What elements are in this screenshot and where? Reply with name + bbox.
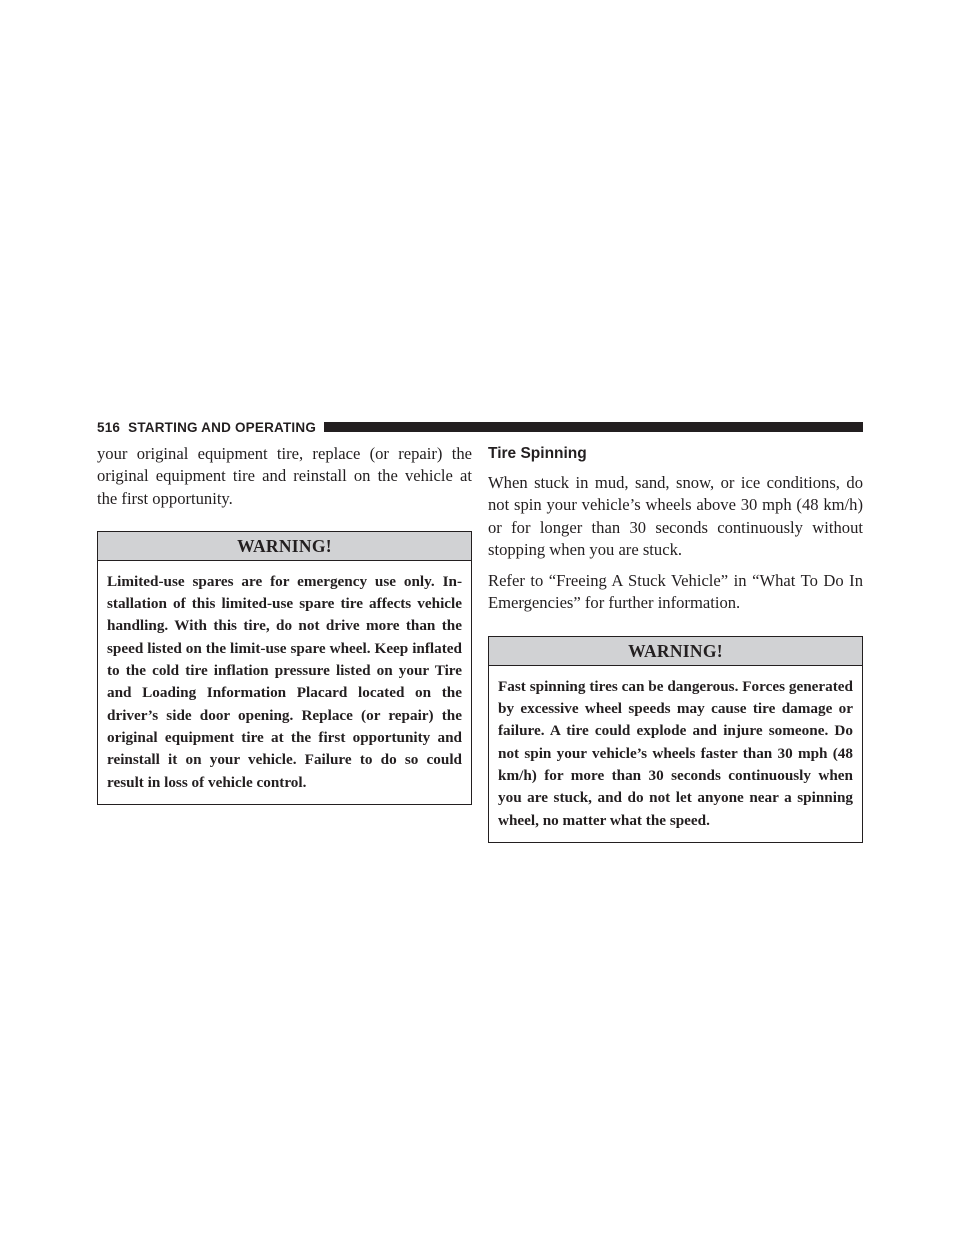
tire-spinning-warning-box xyxy=(488,636,863,843)
right-column xyxy=(488,443,863,843)
reference-paragraph: Refer to “Freeing A Stuck Vehicle” in “What To Do In Emergencies” for further information. xyxy=(488,571,863,613)
page-number: 516 xyxy=(97,419,121,435)
tire-spinning-paragraph: When stuck in mud, sand, snow, or ice conditions, do not spin your vehicle’s wheels above 30 mph (48 km/h) or for longer than 30 seconds continuously without stopping when you are stuck. xyxy=(488,473,863,559)
warning-title: WARNING! xyxy=(98,532,471,561)
header-rule xyxy=(324,422,863,432)
left-column xyxy=(97,443,472,805)
warning-body: Limited-use spares are for emergency use only. Installation of this limited-use spare tire affects vehicle handling. With this tire, do not drive more than the speed listed on the limit-use spare wheel. Keep inflated to the cold tire inflation pressure listed on your Tire and Loading Information Placard located on the driver’s side door opening. Replace (or repair) the original equipment tire at the first opportunity and reinstall it on your vehicle. Failure to do so could result in loss of vehicle control. xyxy=(107,572,462,791)
page-header xyxy=(97,418,863,436)
continuation-paragraph: your original equipment tire, replace (or repair) the original equipment tire and reinstall on the vehicle at the first opportunity. xyxy=(97,444,472,508)
section-heading: Tire Spinning xyxy=(488,445,587,462)
spare-tire-warning-box xyxy=(97,531,472,805)
section-title: STARTING AND OPERATING xyxy=(128,419,317,435)
warning-title: WARNING! xyxy=(489,637,862,666)
warning-body: Fast spinning tires can be dangerous. Forces generated by excessive wheel speeds may cause tire damage or failure. A tire could explode and injure someone. Do not spin your vehicle’s wheels faster than 30 mph (48 km/h) for more than 30 seconds continuously when you are stuck, and do not let anyone near a spinning wheel, no matter what the speed. xyxy=(498,677,853,829)
